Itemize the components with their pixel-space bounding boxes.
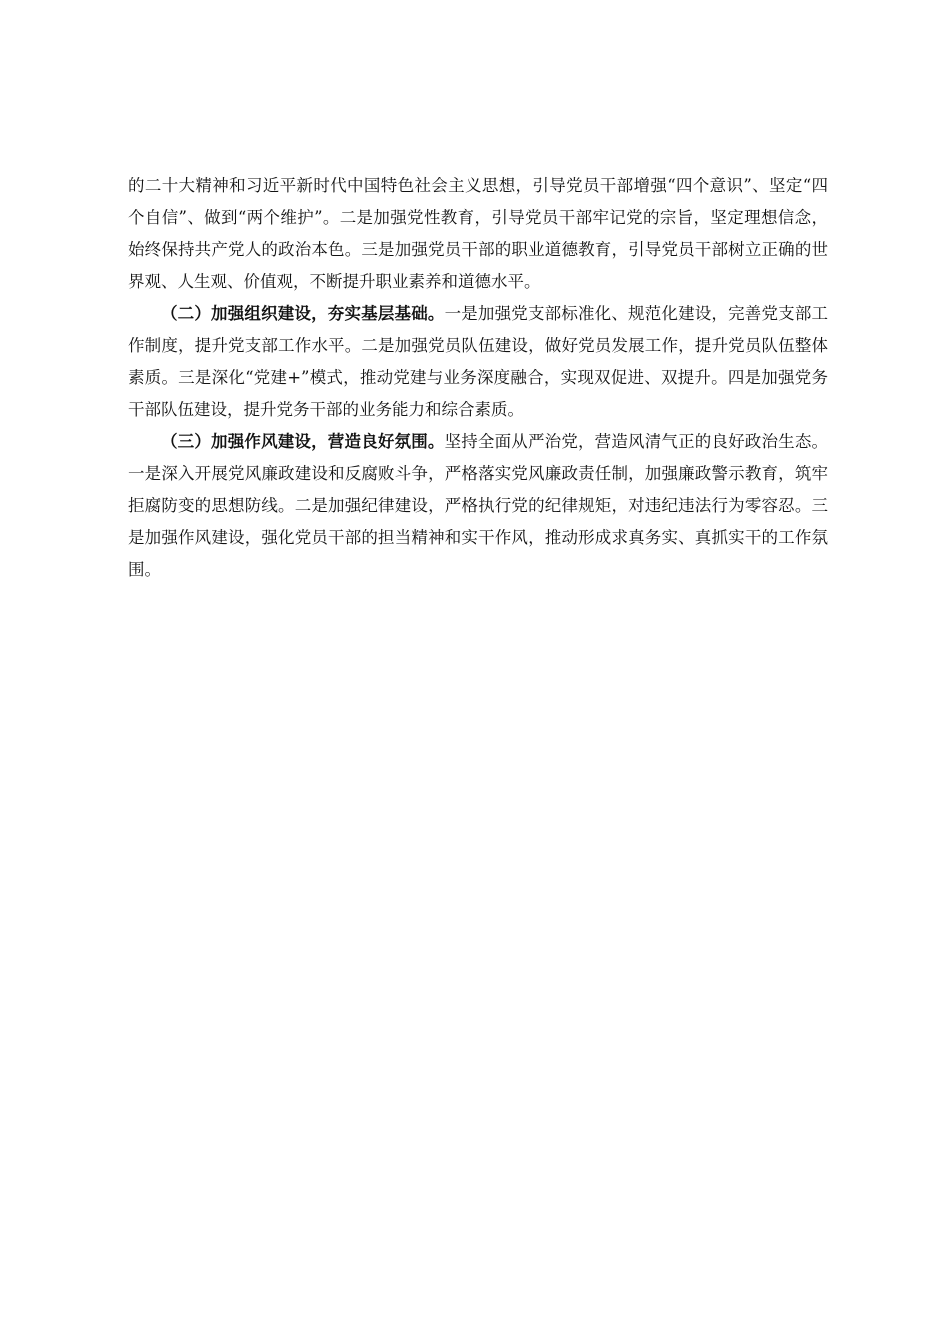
- paragraph-organization-building: [128, 298, 828, 426]
- section-heading: （三）加强作风建设，营造良好氛围。: [161, 432, 445, 451]
- document-body: [128, 170, 828, 586]
- section-heading: （二）加强组织建设，夯实基层基础。: [161, 304, 445, 323]
- paragraph-text: 一是加强党支部标准化、规范化建设，完善党支部工作制度，提升党支部工作水平。二是加强党员队伍建设，做好党员发展工作，提升党员队伍整体素质。三是深化“党建+”模式，推动党建与业务深度融合，实现双促进、双提升。四是加强党务干部队伍建设，提升党务干部的业务能力和综合素质。: [128, 304, 829, 419]
- paragraph-style-building: [128, 426, 828, 586]
- paragraph-text: 的二十大精神和习近平新时代中国特色社会主义思想，引导党员干部增强“四个意识”、坚定“四个自信”、做到“两个维护”。二是加强党性教育，引导党员干部牢记党的宗旨，坚定理想信念，始终保持共产党人的政治本色。三是加强党员干部的职业道德教育，引导党员干部树立正确的世界观、人生观、价值观，不断提升职业素养和道德水平。: [128, 176, 828, 291]
- paragraph-text: 坚持全面从严治党，营造风清气正的良好政治生态。一是深入开展党风廉政建设和反腐败斗争，严格落实党风廉政责任制，加强廉政警示教育，筑牢拒腐防变的思想防线。二是加强纪律建设，严格执行党的纪律规矩，对违纪违法行为零容忍。三是加强作风建设，强化党员干部的担当精神和实干作风，推动形成求真务实、真抓实干的工作氛围。: [128, 432, 829, 579]
- paragraph-continuation: [128, 170, 828, 298]
